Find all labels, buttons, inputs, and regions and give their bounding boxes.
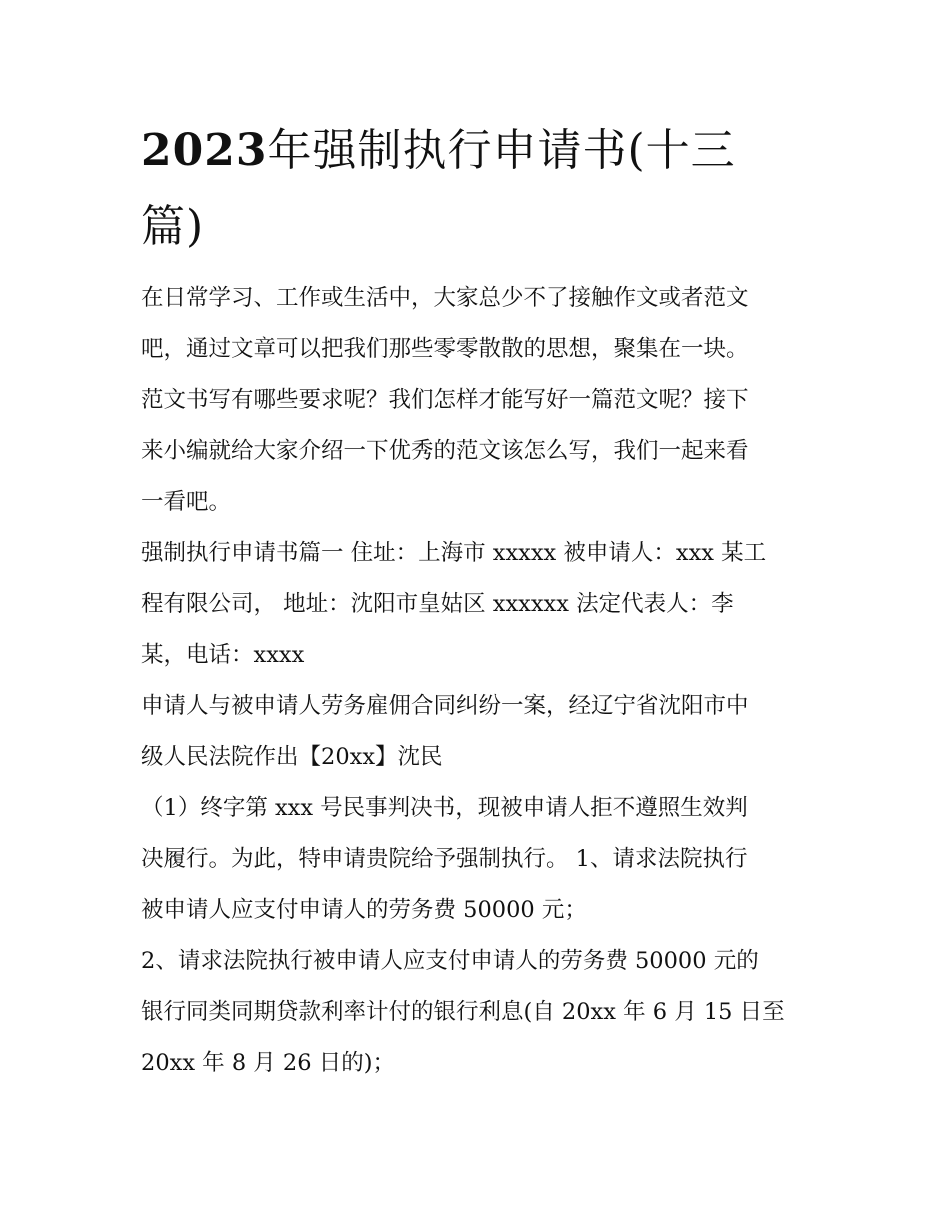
text-line: 强制执行申请书篇一 住址：上海市 xxxxx 被申请人：xxx 某工 [141,540,767,566]
text-line: 决履行。为此，特申请贵院给予强制执行。 1、请求法院执行 [141,846,748,872]
paragraph-parties [141,528,821,681]
text-line: 吧，通过文章可以把我们那些零零散散的思想，聚集在一块。 [141,336,749,362]
paragraph-judgment [141,783,821,936]
text-line: 申请人与被申请人劳务雇佣合同纠纷一案，经辽宁省沈阳市中 [141,693,749,719]
document-title [141,113,821,265]
text-line: 银行同类同期贷款利率计付的银行利息(自 20xx 年 6 月 15 日至 [141,999,785,1025]
text-line: 一看吧。 [141,489,232,515]
paragraph-request-2 [141,936,821,1089]
title-text: 年强制执行申请书(十三 [267,125,736,176]
text-line: 级人民法院作出【20xx】沈民 [141,744,443,770]
text-line: （1）终字第 xxx 号民事判决书，现被申请人拒不遵照生效判 [141,795,748,821]
text-line: 在日常学习、工作或生活中，大家总少不了接触作文或者范文 [141,285,749,311]
title-year: 2023 [141,125,268,176]
text-line: 来小编就给大家介绍一下优秀的范文该怎么写，我们一起来看 [141,438,749,464]
paragraph-case [141,681,821,783]
text-line: 被申请人应支付申请人的劳务费 50000 元； [141,897,587,923]
text-line: 范文书写有哪些要求呢？我们怎样才能写好一篇范文呢？接下 [141,387,749,413]
text-line: 20xx 年 8 月 26 日的)； [141,1050,395,1076]
text-line: 某，电话：xxxx [141,642,305,668]
title-line-2: 篇) [141,201,205,252]
paragraph-intro [141,273,821,528]
title-line-1 [141,113,821,189]
document-page [141,113,821,1089]
text-line: 2、请求法院执行被申请人应支付申请人的劳务费 50000 元的 [141,948,759,974]
document-body [141,273,821,1089]
text-line: 程有限公司， 地址：沈阳市皇姑区 xxxxxx 法定代表人：李 [141,591,734,617]
